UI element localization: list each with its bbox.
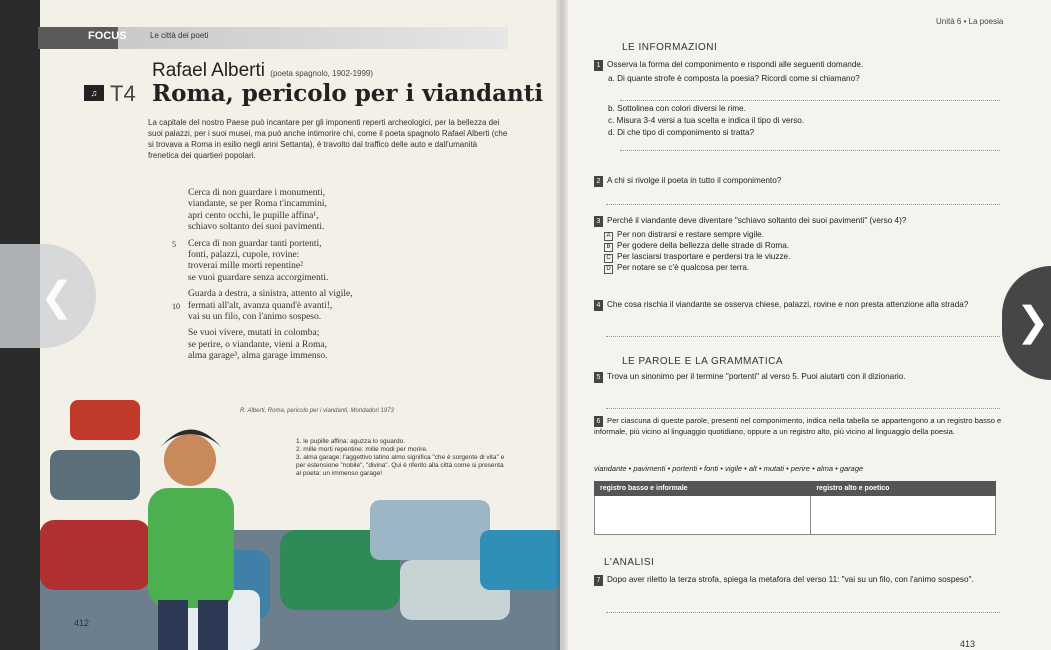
question-number: 4 — [594, 300, 603, 311]
question-1b: b. Sottolinea con colori diversi le rime. — [608, 104, 746, 113]
poem-line — [188, 328, 353, 339]
footnote: 3. alma garage: l'aggettivo latino almo significa "che è sorgente di vita" e per estensione "nobile", "divina". Qui è riferito alla città come si presenta al poeta: un immenso garage! — [296, 454, 505, 477]
question-text: Dopo aver riletto la terza strofa, spiega la metafora del verso 11: "vai su un filo, con l'animo sospeso". — [607, 575, 974, 584]
question-text: Che cosa rischia il viandante se osserva chiese, palazzi, rovine e non presta attenzione alla strada? — [607, 300, 969, 309]
poem-line — [188, 188, 353, 199]
section-parole-grammatica: LE PAROLE E LA GRAMMATICA — [622, 356, 784, 367]
poem-line — [188, 289, 353, 300]
question-1a: a. Di quante strofe è composta la poesia? Ricordi come si chiamano? — [608, 74, 860, 83]
option-letter: D — [604, 265, 613, 274]
poem-line-text: fermati all'alt, avanza quand'è avanti!, — [188, 300, 333, 311]
answer-line[interactable] — [620, 150, 1000, 151]
focus-title: Le città dei poeti — [150, 31, 209, 40]
line-number: 10 — [172, 301, 180, 311]
section-informazioni: LE INFORMAZIONI — [622, 42, 718, 53]
author — [152, 60, 373, 82]
poem-source: R. Alberti, Roma, pericolo per i viandanti, Mondadori 1973 — [240, 408, 394, 414]
poem-line — [172, 238, 353, 250]
question-number: 3 — [594, 216, 603, 227]
author-note: (poeta spagnolo, 1902-1999) — [270, 69, 374, 78]
poem-line-text: se vuoi guardare senza accorgimenti. — [188, 272, 329, 283]
right-page — [562, 0, 1051, 650]
option-text: Per non distrarsi e restare sempre vigile. — [617, 230, 764, 239]
answer-line[interactable] — [606, 612, 1000, 613]
answer-line[interactable] — [606, 204, 1000, 205]
poem-line — [188, 340, 353, 351]
footnote: 2. mille morti repentine: mille modi per morire. — [296, 446, 428, 453]
section-analisi: L'ANALISI — [604, 557, 655, 568]
option-item[interactable] — [604, 263, 790, 274]
option-text: Per notare se c'è qualcosa per terra. — [617, 263, 750, 272]
question-1 — [594, 60, 994, 71]
poem-line-text: schiavo soltanto dei suoi pavimenti. — [188, 222, 325, 233]
footnote: 1. le pupille affina: aguzza lo sguardo. — [296, 438, 406, 445]
question-text: Per ciascuna di queste parole, presenti nel componimento, indica nella tabella se appartengono a un registro basso e informale, più vicino al linguaggio quotidiano, oppure a un registro alto, più vicino al linguaggio della poesia. — [594, 416, 1002, 436]
poem-line — [188, 261, 353, 272]
poem-line — [188, 351, 353, 362]
poem-line — [188, 211, 353, 222]
poem — [172, 188, 353, 363]
question-4 — [594, 300, 1004, 311]
poem-line-text: troverai mille morti repentine² — [188, 261, 303, 272]
table-header-high: registro alto e poetico — [811, 482, 996, 496]
question-number: 5 — [594, 372, 603, 383]
table-header-low: registro basso e informale — [595, 482, 811, 496]
text-code: T4 — [110, 81, 136, 106]
poem-line-text: Guarda a destra, a sinistra, attento al vigile, — [188, 289, 353, 300]
audio-icon[interactable]: ♫ — [84, 85, 104, 101]
poem-line-text: alma garage³, alma garage immenso. — [188, 351, 328, 362]
unit-header: Unità 6 • La poesia — [936, 17, 1004, 26]
poem-line-text: viandante, se per Roma t'incammini, — [188, 199, 327, 210]
poem-line-text: fonti, palazzi, cupole, rovine: — [188, 250, 300, 261]
question-number: 2 — [594, 176, 603, 187]
page-number-left: 412 — [74, 618, 90, 628]
author-name: Rafael Alberti — [152, 60, 266, 81]
table-cell-high[interactable] — [811, 496, 996, 535]
poem-line — [188, 273, 353, 284]
option-letter: B — [604, 243, 613, 252]
poem-line-text: se perire, o viandante, vieni a Roma, — [188, 339, 328, 350]
question-6-words: viandante • pavimenti • portenti • fonti • vigile • alt • mutati • perire • alma • garage — [594, 464, 864, 473]
footnotes — [296, 438, 506, 478]
poem-line — [172, 300, 353, 312]
chevron-left-icon: ❮ — [40, 275, 74, 319]
poem-line-text: Cerca di non guardare i monumenti, — [188, 188, 326, 198]
register-table — [594, 481, 996, 535]
option-item[interactable] — [604, 241, 790, 252]
question-number: 1 — [594, 60, 603, 71]
question-number: 6 — [594, 416, 603, 427]
poem-intro: La capitale del nostro Paese può incantare per gli imponenti reperti archeologici, per la bellezza dei suoi palazzi, per i suoi musei, ma può anche intimorire chi, come il poeta spagnolo Rafael Alberti (che si trovava a Roma in esilio negli anni Settanta), è travolto dal traffico delle auto e dall'umanità frenetica dei quartieri popolari. — [148, 118, 508, 160]
poem-line — [188, 312, 353, 323]
answer-line[interactable] — [606, 408, 1000, 409]
poem-line-text: Cerca di non guardar tanti portenti, — [188, 238, 322, 249]
poem-line — [188, 222, 353, 233]
focus-bar — [38, 27, 508, 49]
poem-line-text: apri cento occhi, le pupille affina¹, — [188, 210, 319, 221]
page-number-right: 413 — [960, 639, 976, 649]
question-text: A chi si rivolge il poeta in tutto il componimento? — [607, 176, 782, 185]
table-cell-low[interactable] — [595, 496, 811, 535]
line-number: 5 — [172, 239, 176, 249]
question-1c: c. Misura 3-4 versi a tua scelta e indica il tipo di verso. — [608, 116, 805, 125]
option-letter: A — [604, 232, 613, 241]
traffic-illustration — [40, 390, 560, 650]
question-6 — [594, 416, 1004, 436]
focus-label: FOCUS — [88, 30, 127, 42]
chevron-right-icon: ❯ — [1016, 300, 1050, 344]
option-text: Per lasciarsi trasportare e perdersi tra le viuzze. — [617, 252, 791, 261]
question-3 — [594, 216, 1014, 227]
question-1d: d. Di che tipo di componimento si tratta? — [608, 128, 755, 137]
option-text: Per godere della bellezza delle strade di Roma. — [617, 241, 790, 250]
question-text: Osserva la forma del componimento e rispondi alle seguenti domande. — [607, 60, 864, 69]
option-item[interactable] — [604, 252, 790, 263]
question-7 — [594, 575, 994, 586]
book-gutter — [556, 0, 568, 650]
question-number: 7 — [594, 575, 603, 586]
poem-title: Roma, pericolo per i viandanti — [152, 80, 544, 107]
option-letter: C — [604, 254, 613, 263]
poem-line — [188, 250, 353, 261]
question-2 — [594, 176, 994, 187]
question-3-options — [604, 230, 790, 274]
poem-line — [188, 199, 353, 210]
question-5 — [594, 372, 994, 383]
poem-line-text: vai su un filo, con l'animo sospeso. — [188, 312, 322, 323]
question-text: Trova un sinonimo per il termine "portenti" al verso 5. Puoi aiutarti con il dizionario. — [607, 372, 906, 381]
answer-line[interactable] — [620, 100, 1000, 101]
poem-line-text: Se vuoi vivere, mutati in colomba; — [188, 328, 320, 339]
option-item[interactable] — [604, 230, 790, 241]
question-text: Perché il viandante deve diventare "schiavo soltanto dei suoi pavimenti" (verso 4)? — [607, 216, 907, 225]
answer-line[interactable] — [606, 336, 1000, 337]
